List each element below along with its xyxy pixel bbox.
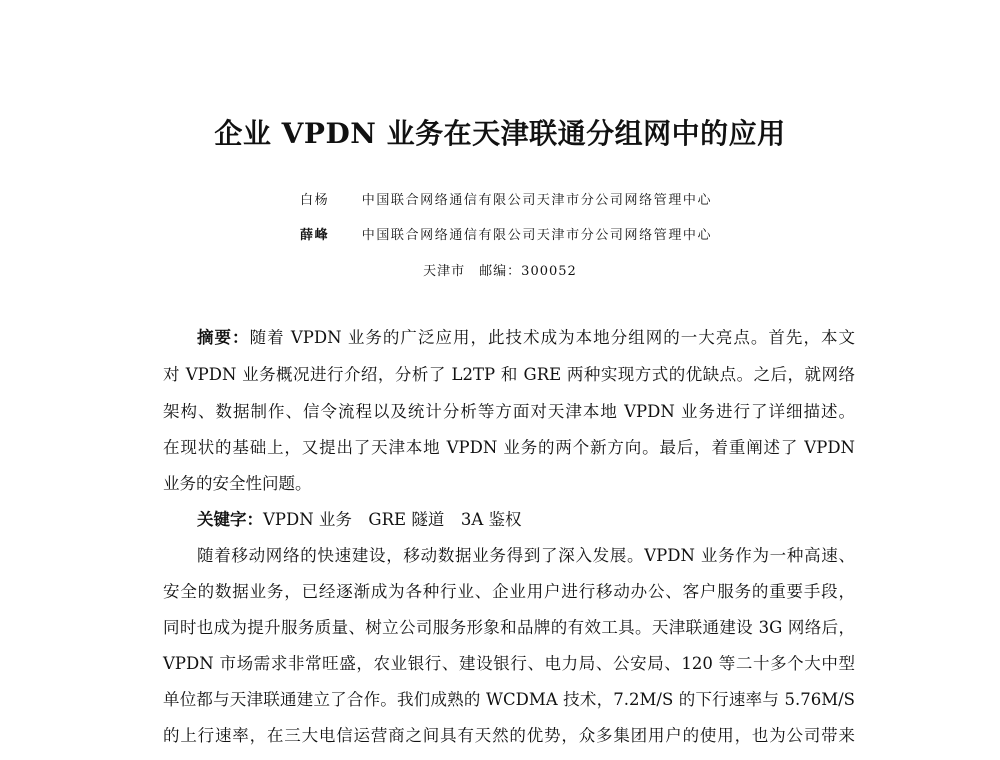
keywords-label: 关键字： <box>197 510 263 529</box>
author-1 <box>300 189 712 208</box>
body-line: 同时也成为提升服务质量、树立公司服务形象和品牌的有效工具。天津联通建设 3G 网络后， <box>163 618 855 637</box>
abstract-label: 摘要： <box>197 328 250 347</box>
author-name: 白杨 <box>300 193 330 208</box>
body-line: VPDN 市场需求非常旺盛，农业银行、建设银行、电力局、公安局、120 等二十多个大中型 <box>163 654 855 673</box>
abstract-line: 在现状的基础上，又提出了天津本地 VPDN 业务的两个新方向。最后，着重阐述了 VPDN <box>163 438 855 457</box>
keywords-text: VPDN 业务 GRE 隧道 3A 鉴权 <box>263 510 522 529</box>
body-line: 安全的数据业务，已经逐渐成为各种行业、企业用户进行移动办公、客户服务的重要手段， <box>163 582 855 601</box>
abstract-line: 业务的安全性问题。 <box>163 474 312 493</box>
author-2 <box>300 224 712 243</box>
abstract-text: 随着 VPDN 业务的广泛应用，此技术成为本地分组网的一大亮点。首先，本文 <box>249 328 855 347</box>
address: 天津市 邮编：300052 <box>423 264 577 279</box>
body-line: 随着移动网络的快速建设，移动数据业务得到了深入发展。VPDN 业务作为一种高速、 <box>197 546 855 565</box>
paper-title: 企业 VPDN 业务在天津联通分组网中的应用 <box>214 117 786 150</box>
abstract-line: 对 VPDN 业务概况进行介绍，分析了 L2TP 和 GRE 两种实现方式的优缺点。之后，就网络 <box>163 365 855 384</box>
abstract-line: 架构、数据制作、信令流程以及统计分析等方面对天津本地 VPDN 业务进行了详细描述。 <box>163 402 855 421</box>
author-affiliation: 中国联合网络通信有限公司天津市分公司网络管理中心 <box>361 193 713 208</box>
author-name: 薛峰 <box>300 228 330 243</box>
abstract-line <box>197 326 855 350</box>
body-line: 的上行速率，在三大电信运营商之间具有天然的优势，众多集团用户的使用，也为公司带来 <box>163 726 855 745</box>
author-affiliation: 中国联合网络通信有限公司天津市分公司网络管理中心 <box>361 228 713 243</box>
body-line: 单位都与天津联通建立了合作。我们成熟的 WCDMA 技术，7.2M/S 的下行速率与 5.76M/S <box>163 690 855 709</box>
keywords-line <box>197 508 855 532</box>
